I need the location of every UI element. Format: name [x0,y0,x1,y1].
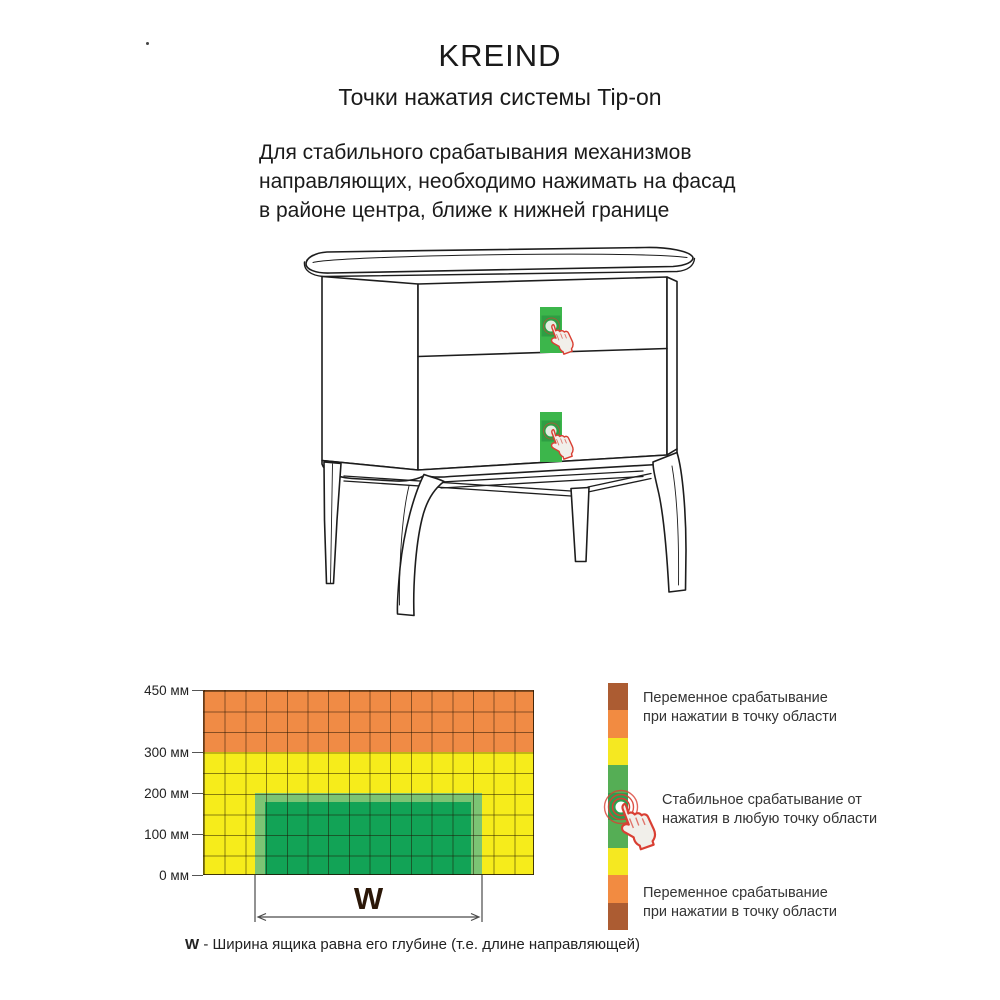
footnote-term: W [185,936,200,953]
tick-dash [192,875,203,876]
brand-title: KREIND [438,38,562,73]
intro-line: в районе центра, ближе к нижней границе [259,199,670,222]
nightstand-drawing [240,240,770,630]
legend-bar-segment [608,683,628,710]
right-edge [667,277,677,455]
press-zone-measurement-grid [203,690,534,875]
width-footnote [185,936,640,953]
page-subtitle: Точки нажатия системы Tip-on [338,84,662,110]
tick-dash [192,752,203,753]
intro-paragraph [259,138,736,225]
legend-item-stable: Стабильное срабатывание от нажатия в любую точку области [662,792,878,827]
axis-label-200mm: 200 мм [118,786,203,800]
axis-label-450mm: 450 мм [118,683,203,697]
footnote-text: - Ширина ящика равна его глубине (т.е. длине направляющей) [199,936,640,953]
nightstand-outline [304,247,694,615]
front-left-leg [397,475,444,616]
axis-label-0mm: 0 мм [118,868,203,882]
legend-bar-segment [608,903,628,930]
tick-dash [192,834,203,835]
axis-label-100mm: 100 мм [118,827,203,841]
legend-press-hand-icon [600,783,670,863]
tick-dash [192,690,203,691]
grid-lines [203,690,534,875]
width-symbol-label: W [353,881,384,916]
legend-bar-segment [608,875,628,902]
legend-bar-segment [608,738,628,765]
axis-label-300mm: 300 мм [118,745,203,759]
rear-right-leg [571,488,589,562]
legend-bar-segment [608,710,628,737]
side-panel [322,277,418,471]
intro-line: направляющих, необходимо нажимать на фасад [259,170,736,193]
tabletop [306,247,693,273]
intro-line: Для стабильного срабатывания механизмов [259,141,692,164]
legend-item-variable-top: Переменное срабатывание при нажатии в точку области [643,690,837,725]
tick-dash [192,793,203,794]
front-right-leg [653,453,686,593]
legend-item-variable-bottom: Переменное срабатывание при нажатии в точку области [643,885,837,920]
